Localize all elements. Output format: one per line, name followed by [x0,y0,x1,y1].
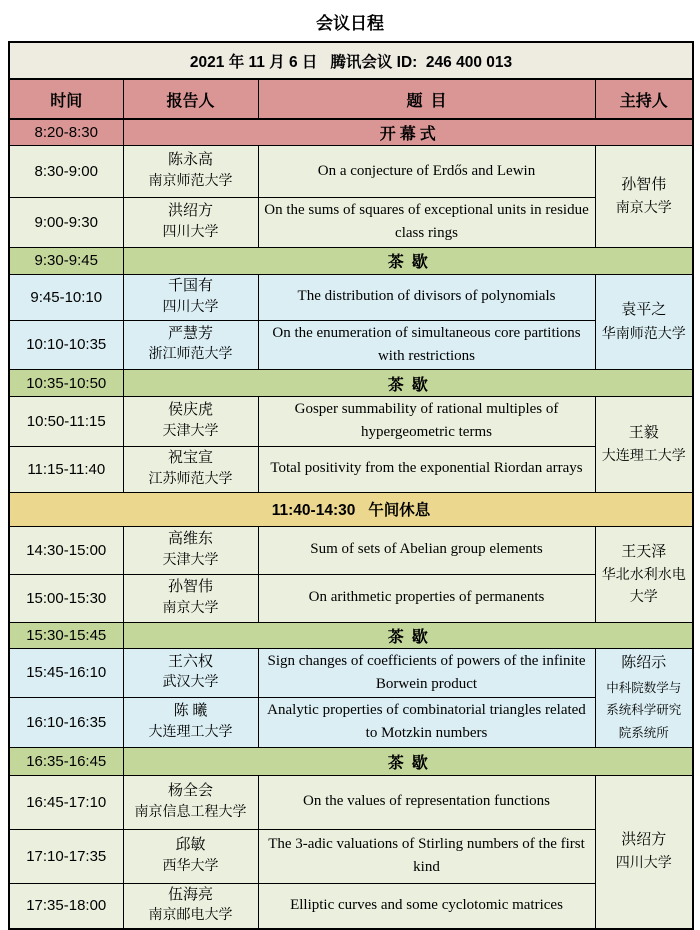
chair-affiliation: 大连理工大学 [601,449,686,465]
schedule-table [8,41,694,930]
speaker-cell [123,883,258,929]
speaker-affiliation: 南京师范大学 [148,174,233,190]
speaker-name: 严慧芳 [167,325,213,342]
time-cell: 15:45-16:10 [9,648,123,698]
speaker-affiliation: 江苏师范大学 [148,471,233,487]
chair-name: 孙智伟 [621,176,667,193]
chair-name: 王毅 [628,424,659,441]
time-cell: 14:30-15:00 [9,526,123,574]
col-header-time: 时间 [9,79,123,119]
speaker-cell [123,274,258,320]
time-cell: 15:00-15:30 [9,574,123,622]
banner-row [9,42,693,79]
talk-title: The 3-adic valuations of Stirling numbers of the first kind [258,829,595,883]
speaker-affiliation: 天津大学 [162,552,219,568]
time-cell: 16:10-16:35 [9,698,123,748]
col-header-chair: 主持人 [595,79,693,119]
talk-row [9,198,693,248]
chair-affiliation: 华南师范大学 [601,326,686,342]
speaker-name: 孙智伟 [167,578,213,595]
chair-cell [595,775,693,929]
talk-row [9,146,693,198]
speaker-name: 伍海亮 [167,886,213,903]
time-cell: 17:10-17:35 [9,829,123,883]
speaker-name: 高维东 [167,530,213,547]
chair-name: 王天泽 [621,543,667,560]
meeting-date-id: 2021 年 11 月 6 日 腾讯会议 ID: 246 400 013 [9,42,693,79]
time-cell: 17:35-18:00 [9,883,123,929]
speaker-affiliation: 南京信息工程大学 [134,804,247,820]
speaker-affiliation: 西华大学 [162,858,219,874]
tea-break-row [9,247,693,274]
speaker-affiliation: 四川大学 [162,299,219,315]
speaker-cell [123,648,258,698]
time-cell: 10:10-10:35 [9,320,123,370]
talk-row [9,648,693,698]
opening-label: 开 幕 式 [123,119,693,146]
speaker-cell [123,146,258,198]
talk-title: On arithmetic properties of permanents [258,574,595,622]
talk-row [9,574,693,622]
speaker-name: 陈 曦 [173,703,208,720]
talk-title: On the values of representation functions [258,775,595,829]
talk-row [9,829,693,883]
col-header-speaker: 报告人 [123,79,258,119]
speaker-cell [123,829,258,883]
talk-title: Total positivity from the exponential Riordan arrays [258,446,595,492]
talk-title: The distribution of divisors of polynomials [258,274,595,320]
col-header-title: 题 目 [258,79,595,119]
time-cell: 15:30-15:45 [9,622,123,648]
tea-break-row [9,747,693,775]
chair-cell [595,526,693,622]
speaker-affiliation: 四川大学 [162,224,219,240]
lunch-break-row [9,492,693,526]
talk-row [9,274,693,320]
talk-row [9,698,693,748]
speaker-cell [123,320,258,370]
speaker-name: 千国有 [167,277,213,294]
time-cell: 8:20-8:30 [9,119,123,146]
chair-cell [595,274,693,370]
talk-row [9,320,693,370]
chair-affiliation: 南京大学 [615,201,672,217]
time-cell: 9:30-9:45 [9,247,123,274]
chair-name: 袁平之 [621,302,667,319]
chair-cell [595,146,693,248]
chair-name: 陈绍示 [621,655,667,671]
talk-title: On the sums of squares of exceptional units in residue class rings [258,198,595,248]
tea-break-label: 茶 歇 [123,622,693,648]
speaker-name: 洪绍方 [167,203,213,220]
time-cell: 8:30-9:00 [9,146,123,198]
time-cell: 10:50-11:15 [9,397,123,447]
time-cell: 11:15-11:40 [9,446,123,492]
chair-affiliation: 华北水利水电大学 [601,568,686,605]
lunch-break-label: 11:40-14:30 午间休息 [9,492,693,526]
speaker-affiliation: 天津大学 [162,423,219,439]
speaker-affiliation: 浙江师范大学 [148,347,233,363]
talk-row [9,775,693,829]
tea-break-label: 茶 歇 [123,247,693,274]
talk-row [9,526,693,574]
tea-break-row [9,370,693,397]
page-title: 会议日程 [316,14,384,33]
chair-affiliation: 中科院数学与系统科学研究院系统所 [606,680,682,740]
speaker-name: 祝宝宣 [167,449,213,466]
speaker-cell [123,526,258,574]
opening-row [9,119,693,146]
talk-row [9,883,693,929]
speaker-name: 王六权 [167,653,213,670]
speaker-name: 杨全会 [167,782,213,799]
speaker-affiliation: 南京大学 [162,600,219,616]
talk-row [9,397,693,447]
speaker-name: 陈永高 [167,152,213,169]
talk-title: Elliptic curves and some cyclotomic matrices [258,883,595,929]
speaker-cell [123,574,258,622]
time-cell: 16:35-16:45 [9,747,123,775]
speaker-cell [123,397,258,447]
tea-break-row [9,622,693,648]
time-cell: 10:35-10:50 [9,370,123,397]
speaker-affiliation: 大连理工大学 [148,724,233,740]
time-cell: 9:00-9:30 [9,198,123,248]
time-cell: 16:45-17:10 [9,775,123,829]
tea-break-label: 茶 歇 [123,747,693,775]
speaker-cell [123,198,258,248]
talk-row [9,446,693,492]
speaker-cell [123,775,258,829]
speaker-affiliation: 南京邮电大学 [148,908,233,924]
talk-title: Sign changes of coefficients of powers of the infinite Borwein product [258,648,595,698]
time-cell: 9:45-10:10 [9,274,123,320]
tea-break-label: 茶 歇 [123,370,693,397]
speaker-name: 侯庆虎 [167,402,213,419]
chair-affiliation: 四川大学 [615,856,672,872]
column-header-row [9,79,693,119]
talk-title: Gosper summability of rational multiples of hypergeometric terms [258,397,595,447]
speaker-name: 邱敏 [175,836,206,853]
speaker-cell [123,698,258,748]
chair-name: 洪绍方 [621,831,667,848]
chair-cell [595,648,693,747]
talk-title: On a conjecture of Erdős and Lewin [258,146,595,198]
speaker-cell [123,446,258,492]
talk-title: On the enumeration of simultaneous core partitions with restrictions [258,320,595,370]
chair-cell [595,397,693,493]
talk-title: Analytic properties of combinatorial triangles related to Motzkin numbers [258,698,595,748]
speaker-affiliation: 武汉大学 [162,675,219,691]
talk-title: Sum of sets of Abelian group elements [258,526,595,574]
